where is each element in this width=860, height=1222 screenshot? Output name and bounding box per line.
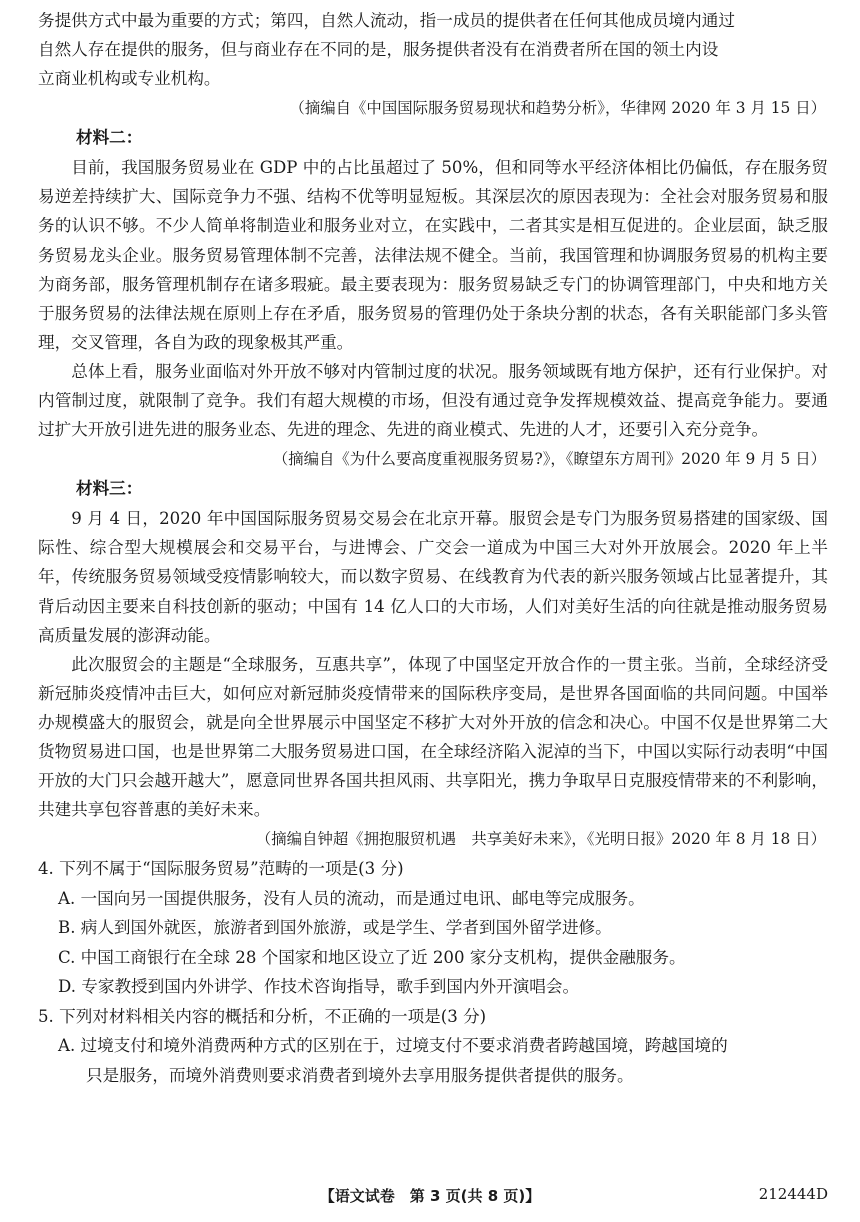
material3-source: （摘编自钟超《拥抱服贸机遇 共享美好未来》，《光明日报》2020 年 8 月 18 日） bbox=[255, 830, 826, 849]
question-4-option-c: C. 中国工商银行在全球 28 个国家和地区设立了近 200 家分支机构，提供金融服务。 bbox=[58, 947, 686, 967]
material3-heading: 材料三： bbox=[76, 479, 143, 499]
question-5-stem: 5. 下列对材料相关内容的概括和分析，不正确的一项是(3 分) bbox=[38, 1006, 487, 1026]
question-5-option-a-line2: 只是服务，而境外消费则要求消费者到境外去享用服务提供者提供的服务。 bbox=[86, 1065, 634, 1085]
question-4-option-d: D. 专家教授到国内外讲学、作技术咨询指导，歌手到国内外开演唱会。 bbox=[58, 977, 580, 997]
material1-source: （摘编自《中国国际服务贸易现状和趋势分析》，华律网 2020 年 3 月 15 日） bbox=[289, 99, 826, 118]
material3-para2: 此次服贸会的主题是“全球服务，互惠共享”，体现了中国坚定开放合作的一贯主张。当前，全球经济受新冠肺炎疫情冲击巨大，如何应对新冠肺炎疫情带来的国际秩序变局，是世界各国面临的共同问题。中国举办规模盛大的服贸会，就是向全世界展示中国坚定不移扩大对外开放的信念和决心。中国不仅是世界第二大货物贸易进口国，也是世界第二大服务贸易进口国，在全球经济陷入泥淖的当下，中国以实际行动表明“中国开放的大门只会越开越大”，愿意同世界各国共担风雨、共享阳光，携力争取早日克服疫情带来的不利影响，共建共享包容普惠的美好未来。 bbox=[38, 654, 828, 820]
page-number-label: 【语文试卷 第 3 页(共 8 页)】 bbox=[319, 1187, 541, 1205]
exam-code: 212444D bbox=[758, 1185, 828, 1203]
exam-page bbox=[38, 6, 828, 1090]
material1-line2: 自然人存在提供的服务，但与商业存在不同的是，服务提供者没有在消费者所在国的领土内设 bbox=[38, 40, 719, 60]
material1-line1: 务提供方式中最为重要的方式；第四，自然人流动，指一成员的提供者在任何其他成员境内通过 bbox=[38, 11, 735, 30]
question-4-option-b: B. 病人到国外就医，旅游者到国外旅游，或是学生、学者到国外留学进修。 bbox=[58, 918, 612, 938]
material3-para1: 9 月 4 日，2020 年中国国际服务贸易交易会在北京开幕。服贸会是专门为服务贸易搭建的国家级、国际性、综合型大规模展会和交易平台，与进博会、广交会一道成为中国三大对外开放展会。2020 年上半年，传统服务贸易领域受疫情影响较大，而以数字贸易、在线教育为代表的新兴服务领域占比显著提升，其背后动因主要来自科技创新的驱动；中国有 14 亿人口的大市场，人们对美好生活的向往就是推动服务贸易高质量发展的澎湃动能。 bbox=[38, 509, 828, 645]
page-footer bbox=[0, 1185, 860, 1211]
material2-para2: 总体上看，服务业面临对外开放不够对内管制过度的状况。服务领域既有地方保护，还有行业保护。对内管制过度，就限制了竞争。我们有超大规模的市场，但没有通过竞争发挥规模效益、提高竞争能力。要通过扩大开放引进先进的服务业态、先进的理念、先进的商业模式、先进的人才，还要引入充分竞争。 bbox=[38, 361, 828, 440]
material2-source: （摘编自《为什么要高度重视服务贸易?》，《瞭望东方周刊》2020 年 9 月 5 日） bbox=[272, 450, 826, 469]
question-5-option-a-line1: A. 过境支付和境外消费两种方式的区别在于，过境支付不要求消费者跨越国境，跨越国境的 bbox=[58, 1036, 728, 1056]
question-4-stem: 4. 下列不属于“国际服务贸易”范畴的一项是(3 分) bbox=[38, 859, 404, 879]
material2-para1: 目前，我国服务贸易业在 GDP 中的占比虽超过了 50%，但和同等水平经济体相比仍偏低，存在服务贸易逆差持续扩大、国际竞争力不强、结构不优等明显短板。其深层次的原因表现为：全社会对服务贸易和服务的认识不够。不少人简单将制造业和服务业对立，在实践中，二者其实是相互促进的。企业层面，缺乏服务贸易龙头企业。服务贸易管理体制不完善，法律法规不健全。当前，我国管理和协调服务贸易的机构主要为商务部，服务管理机制存在诸多瑕疵。最主要表现为：服务贸易缺乏专门的协调管理部门，中央和地方关于服务贸易的法律法规在原则上存在矛盾，服务贸易的管理仍处于条块分割的状态，各有关职能部门多头管理，交叉管理，各自为政的现象极其严重。 bbox=[38, 158, 828, 352]
material2-heading: 材料二： bbox=[76, 128, 143, 148]
question-4-option-a: A. 一国向另一国提供服务，没有人员的流动，而是通过电讯、邮电等完成服务。 bbox=[58, 888, 645, 908]
material1-line3: 立商业机构或专业机构。 bbox=[38, 69, 221, 89]
